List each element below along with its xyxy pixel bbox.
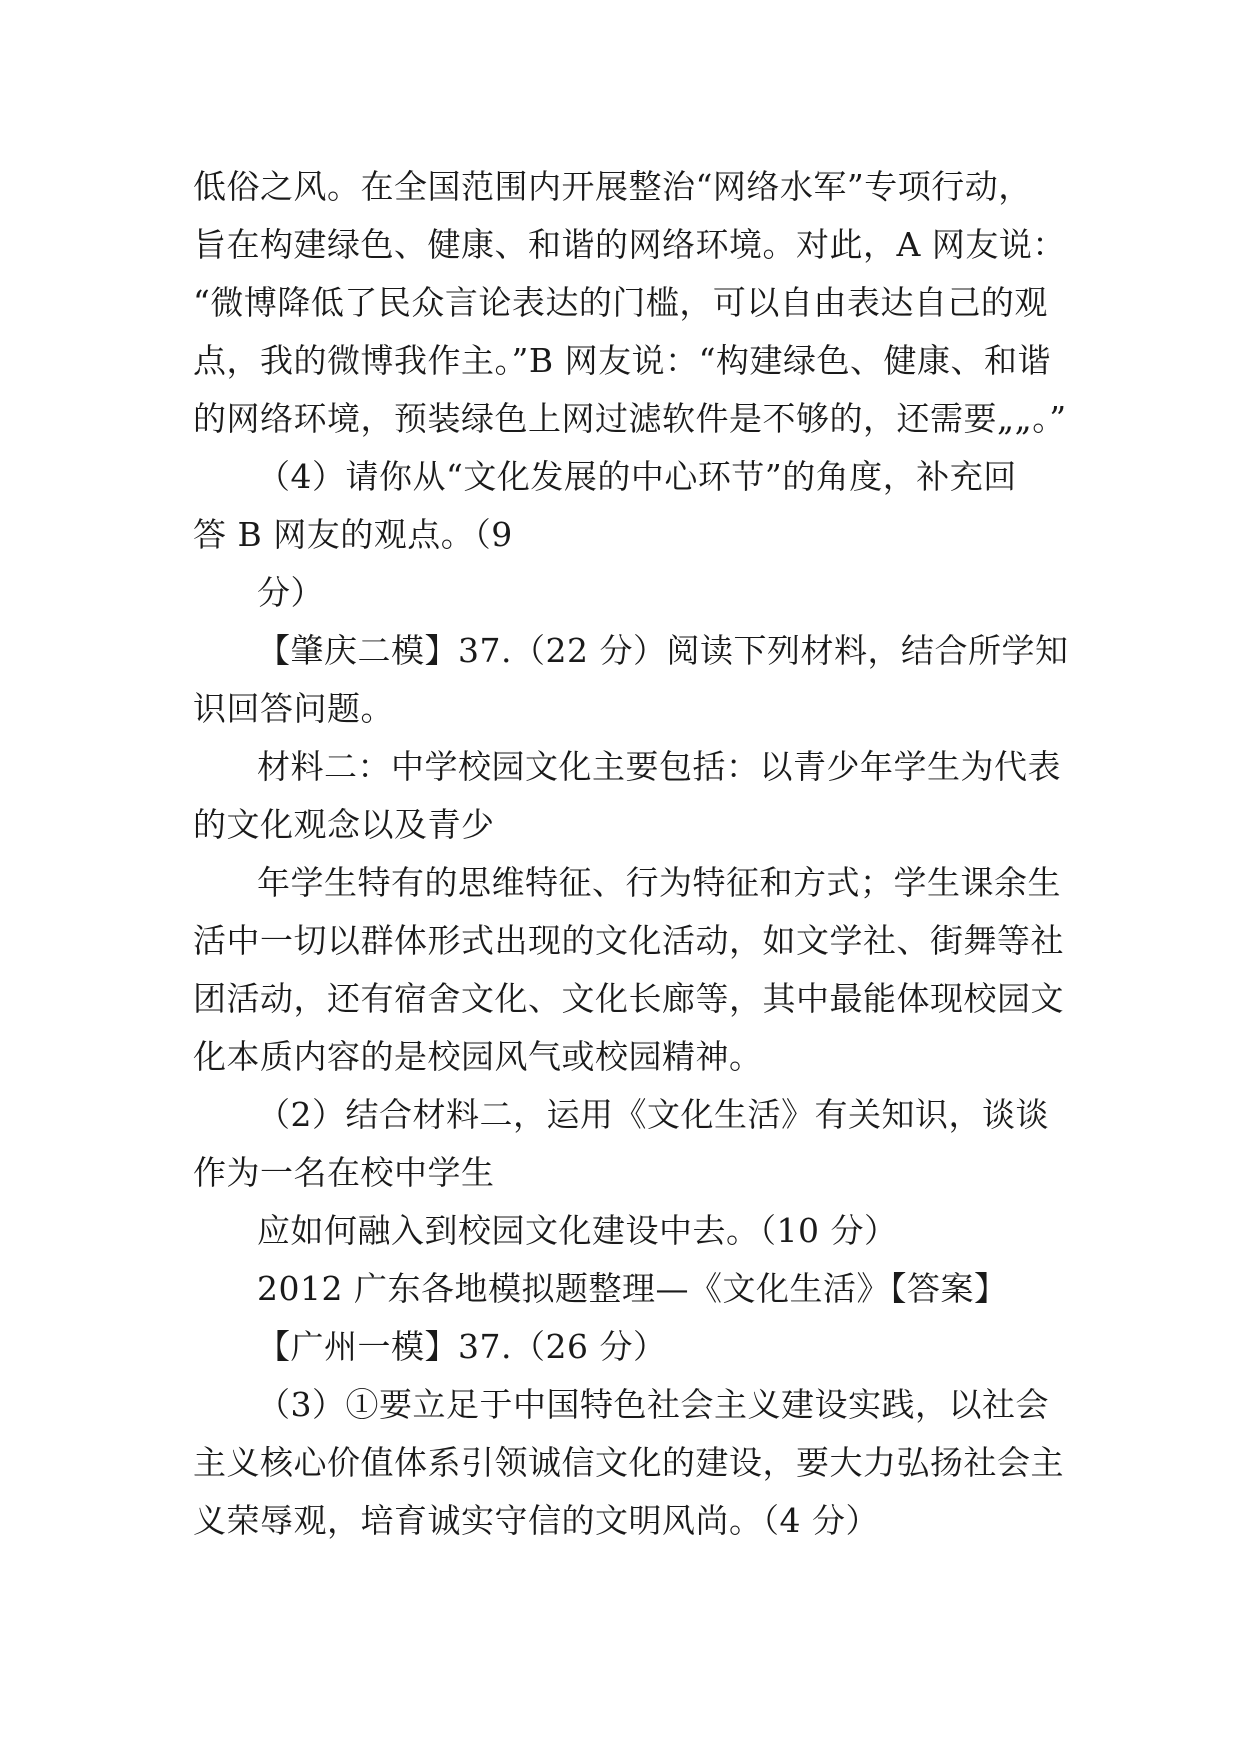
text-line: 材料二：中学校园文化主要包括：以青少年学生为代表 bbox=[257, 747, 1061, 786]
text-line: 分） bbox=[257, 573, 324, 612]
text-line: 主义核心价值体系引领诚信文化的建设，要大力弘扬社会主 bbox=[193, 1443, 1064, 1482]
text-line: 低俗之风。在全国范围内开展整治“网络水军”专项行动， bbox=[193, 167, 1032, 206]
text-line: 义荣辱观，培育诚实守信的文明风尚。（4 分） bbox=[193, 1501, 879, 1540]
text-line: 团活动，还有宿舍文化、文化长廊等，其中最能体现校园文 bbox=[193, 979, 1064, 1018]
text-line: “微博降低了民众言论表达的门槛，可以自由表达自己的观 bbox=[193, 283, 1048, 322]
text-line: （3）①要立足于中国特色社会主义建设实践，以社会 bbox=[257, 1385, 1049, 1424]
text-line: 2012 广东各地模拟题整理—《文化生活》【答案】 bbox=[257, 1269, 1008, 1308]
text-line: 的文化观念以及青少 bbox=[193, 805, 495, 844]
text-line: （2）结合材料二，运用《文化生活》有关知识，谈谈 bbox=[257, 1095, 1049, 1134]
text-line: 活中一切以群体形式出现的文化活动，如文学社、街舞等社 bbox=[193, 921, 1064, 960]
text-line: 识回答问题。 bbox=[193, 689, 394, 728]
text-line: 化本质内容的是校园风气或校园精神。 bbox=[193, 1037, 763, 1076]
text-line: 应如何融入到校园文化建设中去。（10 分） bbox=[257, 1211, 898, 1250]
text-line: 点，我的微博我作主。”B 网友说：“构建绿色、健康、和谐 bbox=[193, 341, 1051, 380]
text-line: 答 B 网友的观点。（9 bbox=[193, 515, 513, 554]
text-line: （4）请你从“文化发展的中心环节”的角度，补充回 bbox=[257, 457, 1017, 496]
text-line: 年学生特有的思维特征、行为特征和方式；学生课余生 bbox=[257, 863, 1061, 902]
text-line: 【肇庆二模】37.（22 分）阅读下列材料，结合所学知 bbox=[257, 631, 1069, 670]
text-line: 作为一名在校中学生 bbox=[193, 1153, 495, 1192]
text-line: 的网络环境，预装绿色上网过滤软件是不够的，还需要„„。” bbox=[193, 399, 1067, 438]
text-line: 【广州一模】37.（26 分） bbox=[257, 1327, 667, 1366]
text-line: 旨在构建绿色、健康、和谐的网络环境。对此，A 网友说： bbox=[193, 225, 1066, 264]
